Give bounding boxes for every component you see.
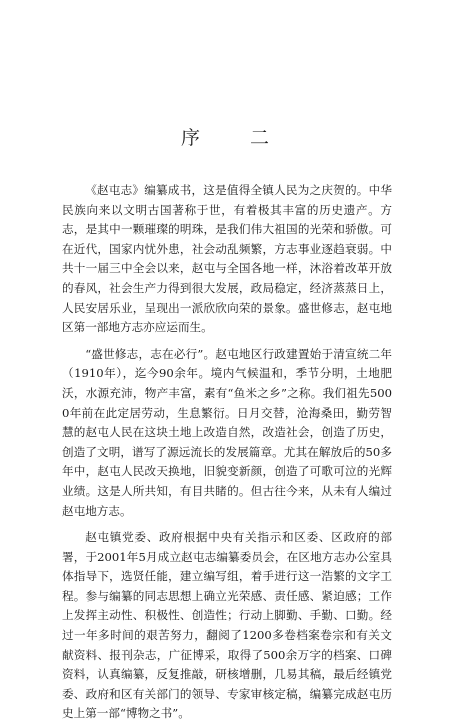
page-title: 序 二 [180, 127, 292, 149]
preface-body [62, 181, 392, 724]
paragraph: “盛世修志，志在必行”。赵屯地区行政建置始于清宣统二年（1910年），迄今90余年。境内气候温和，季节分明，土地肥沃，水源充沛，物产丰富，素有“鱼米之乡”之称。我们祖先5000年前在此定居劳动，生息繁衍。日月交替，沧海桑田，勤劳智慧的赵屯人民在这块土地上改造自然，改造社会，创造了历史，创造了文明，谱写了源远流长的发展篇章。尤其在解放后的50多年中，赵屯人民改天换地，旧貌变新颜，创造了可歌可泣的光辉业绩。这是人所共知，有目共睹的。但古往今来，从未有人编过赵屯地方志。 [62, 346, 392, 518]
paragraph: 赵屯镇党委、政府根据中央有关指示和区委、区政府的部署，于2001年5月成立赵屯志编纂委员会，在区地方志办公室具体指导下，选贤任能，建立编写组，着手进行这一浩繁的文字工程。参与编纂的同志思想上确立光荣感、责任感、紧迫感；工作上发挥主动性、积极性、创造性；行动上脚勤、手勤、口勤。经过一年多时间的艰苦努力，翻阅了1200多卷档案卷宗和有关文献资料、报刊杂志，广征博采，取得了500余万字的档案、口碑资料，认真编纂，反复推敲，研核增删，几易其稿，最后经镇党委、政府和区有关部门的领导、专家审核定稿，编纂完成赵屯历史上第一部“博物之书”。 [62, 530, 392, 721]
paragraph: 《赵屯志》编纂成书，这是值得全镇人民为之庆贺的。中华民族向来以文明古国著称于世，有着极其丰富的历史遗产。方志，是其中一颗璀璨的明珠，是我们伟大祖国的光荣和骄傲。可在近代，国家内忧外患，社会动乱频繁，方志事业逐趋衰弱。中共十一届三中全会以来，赵屯与全国各地一样，沐浴着改革开放的春风，社会生产力得到很大发展，政局稳定，经济蒸蒸日上，人民安居乐业，呈现出一派欣欣向荣的景象。盛世修志，赵屯地区第一部地方志亦应运而生。 [62, 183, 392, 335]
